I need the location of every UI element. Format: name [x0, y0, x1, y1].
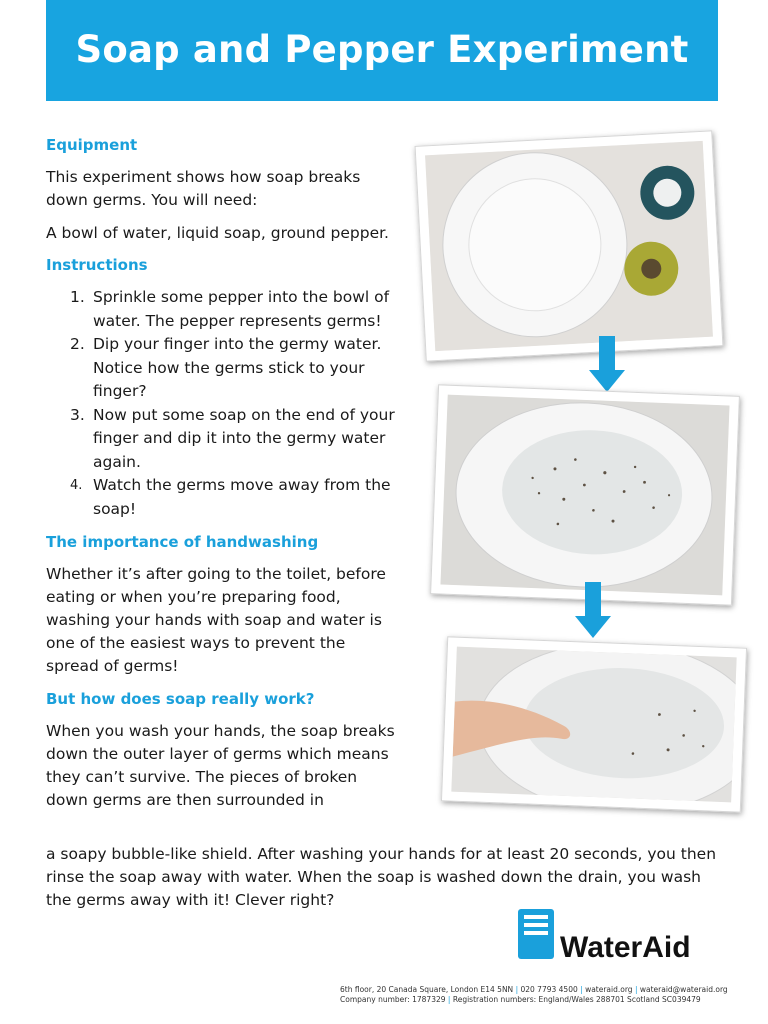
step-number: 4.: [70, 478, 83, 493]
footer-email[interactable]: wateraid@wateraid.org: [639, 985, 728, 994]
soap-work-heading: But how does soap really work?: [46, 690, 315, 708]
pepper-water-bowl-image: [440, 395, 729, 596]
instructions-heading: Instructions: [46, 256, 148, 274]
equipment-intro: This experiment shows how soap breaks down germs. You will need:: [46, 168, 361, 209]
soap-work-body: When you wash your hands, the soap breaks down the outer layer of germs which means they can’t survive. The pieces of broken down germs are then surrounded in: [46, 722, 395, 809]
wateraid-logo-mark: [514, 907, 714, 963]
footer-website[interactable]: wateraid.org: [585, 985, 633, 994]
equipment-items: A bowl of water, liquid soap, ground pepper.: [46, 224, 389, 242]
footer-address: 6th floor, 20 Canada Square, London E14 5NN: [340, 985, 514, 994]
page-title: Soap and Pepper Experiment: [75, 28, 689, 71]
arrow-down-icon: [575, 582, 611, 640]
soap-work-body-continued: a soapy bubble-like shield. After washing your hands for at least 20 seconds, you then rinse the soap away with water. When the soap is washed down the drain, you wash the germs away with it! Clever right?: [46, 845, 717, 909]
footer: [340, 985, 728, 1005]
footer-phone: 020 7793 4500: [520, 985, 578, 994]
arrow-down-icon: [589, 336, 625, 394]
photo-equipment: [415, 130, 724, 361]
photo-pepper-water: [430, 384, 740, 605]
importance-heading: The importance of handwashing: [46, 533, 319, 551]
photo-finger-soap: [441, 636, 747, 812]
list-item: [46, 404, 398, 475]
step-number: 2.: [70, 335, 85, 353]
wateraid-logo: [514, 907, 714, 967]
list-item: [46, 333, 398, 404]
footer-company-number: Company number: 1787329: [340, 995, 446, 1004]
footer-line-1: 6th floor, 20 Canada Square, London E14 5NN | 020 7793 4500 | wateraid.org | wateraid@wateraid.org: [340, 985, 728, 994]
step-text: Watch the germs move away from the soap!: [93, 476, 391, 518]
finger-in-water-image: [451, 647, 736, 803]
list-item: [46, 286, 398, 333]
equipment-heading: Equipment: [46, 136, 138, 154]
step-text: Sprinkle some pepper into the bowl of water. The pepper represents germs!: [93, 288, 390, 330]
svg-text:WaterAid: WaterAid: [560, 931, 691, 963]
footer-registration: Registration numbers: England/Wales 288701 Scotland SC039479: [452, 995, 701, 1004]
title-banner: [46, 0, 718, 101]
list-item: [46, 474, 398, 521]
step-number: 1.: [70, 288, 85, 306]
importance-body: Whether it’s after going to the toilet, before eating or when you’re preparing food, washing your hands with soap and water is one of the easiest ways to prevent the spread of germs!: [46, 565, 386, 675]
step-text: Now put some soap on the end of your finger and dip it into the germy water again.: [93, 405, 395, 471]
step-number: 3.: [70, 405, 85, 424]
footer-line-2: Company number: 1787329 | Registration numbers: England/Wales 288701 Scotland SC039479: [340, 995, 701, 1004]
plate-and-bowls-image: [425, 141, 713, 351]
step-text: Dip your finger into the germy water. Notice how the germs stick to your finger?: [93, 335, 382, 400]
instructions-list: [46, 286, 398, 521]
left-column: [46, 136, 398, 812]
